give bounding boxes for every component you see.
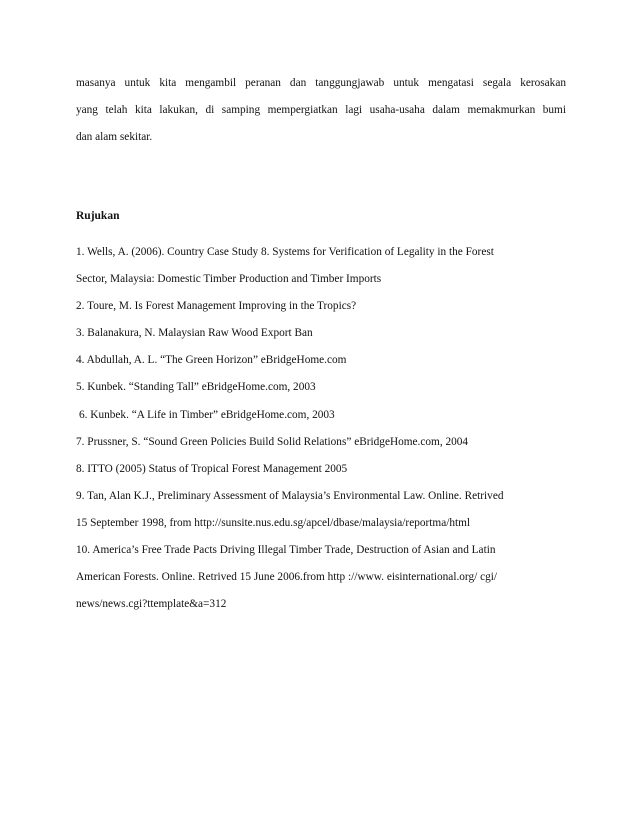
reference-line: American Forests. Online. Retrived 15 June 2006.from http ://www. eisinternational.org/ cgi/ <box>76 571 498 584</box>
reference-line: 9. Tan, Alan K.J., Preliminary Assessment of Malaysia’s Environmental Law. Online. Retrived <box>76 489 504 502</box>
reference-line: 7. Prussner, S. “Sound Green Policies Build Solid Relations” eBridgeHome.com, 2004 <box>76 435 469 448</box>
reference-line: 10. America’s Free Trade Pacts Driving Illegal Timber Trade, Destruction of Asian and Latin <box>76 544 496 557</box>
reference-line: 8. ITTO (2005) Status of Tropical Forest Management 2005 <box>76 462 348 475</box>
reference-line: 6. Kunbek. “A Life in Timber” eBridgeHome.com, 2003 <box>79 408 335 421</box>
reference-line: Sector, Malaysia: Domestic Timber Production and Timber Imports <box>76 273 382 286</box>
paragraph-line: dan alam sekitar. <box>76 131 153 143</box>
paragraph-line: yang telah kita lakukan, di samping mempergiatkan lagi usaha-usaha dalam memakmurkan bumi <box>76 104 566 116</box>
reference-line: 3. Balanakura, N. Malaysian Raw Wood Export Ban <box>76 327 313 340</box>
references-heading: Rujukan <box>76 210 120 222</box>
reference-line: news/news.cgi?ttemplate&a=312 <box>76 598 227 611</box>
references-list <box>76 244 576 623</box>
closing-paragraph <box>76 70 566 151</box>
paragraph-line: masanya untuk kita mengambil peranan dan tanggungjawab untuk mengatasi segala kerosakan <box>76 77 566 89</box>
reference-line: 1. Wells, A. (2006). Country Case Study 8. Systems for Verification of Legality in the Forest <box>76 246 494 258</box>
reference-line: 4. Abdullah, A. L. “The Green Horizon” eBridgeHome.com <box>76 354 347 367</box>
reference-line: 2. Toure, M. Is Forest Management Improving in the Tropics? <box>76 300 357 313</box>
reference-line: 5. Kunbek. “Standing Tall” eBridgeHome.com, 2003 <box>76 381 316 394</box>
reference-line: 15 September 1998, from http://sunsite.nus.edu.sg/apcel/dbase/malaysia/reportma/html <box>76 516 471 529</box>
